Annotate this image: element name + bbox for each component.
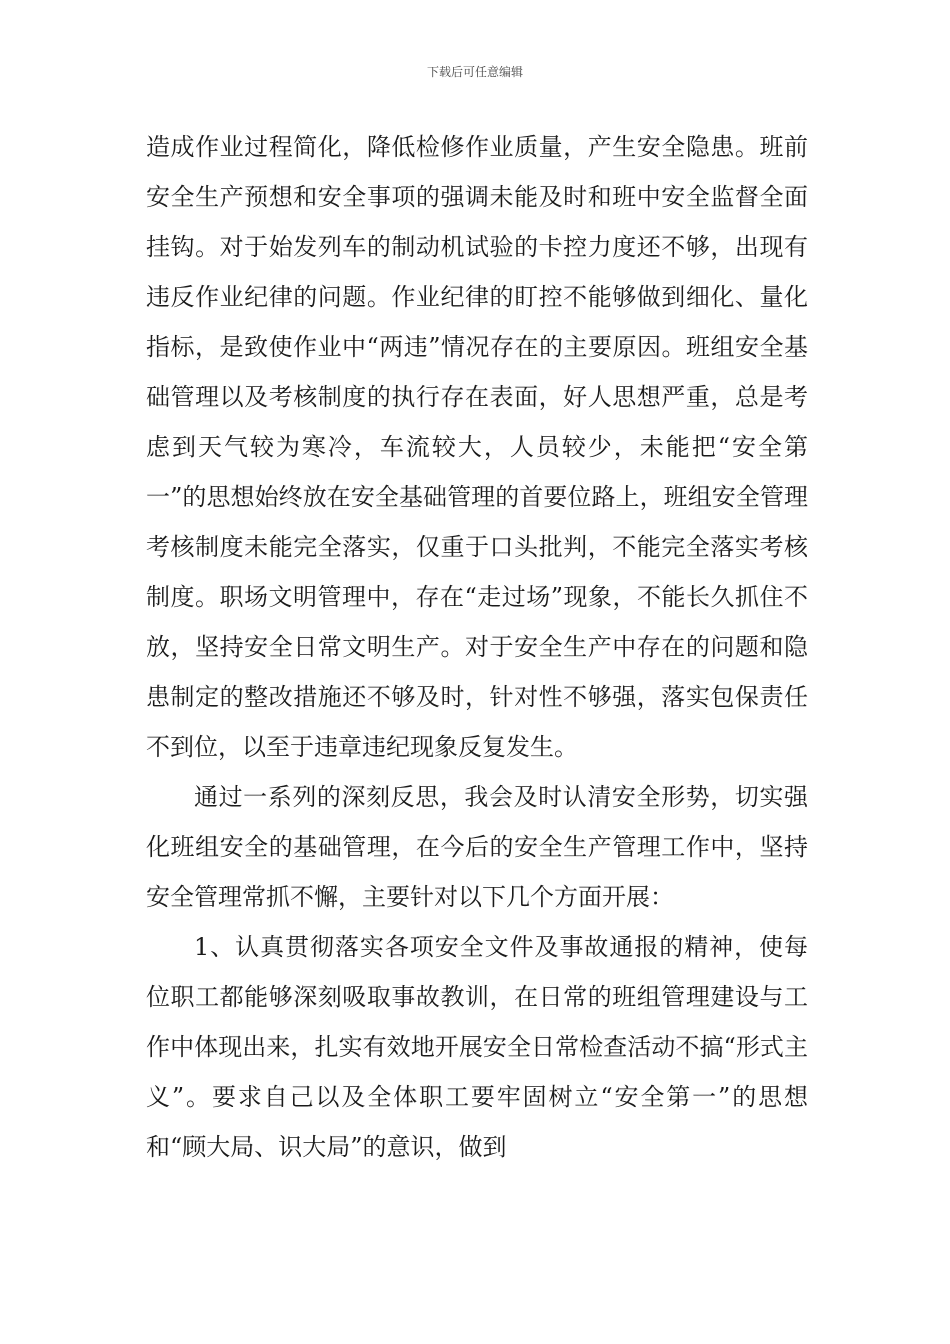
- paragraph-item-1: 1、认真贯彻落实各项安全文件及事故通报的精神，使每位职工都能够深刻吸取事故教训，在日常的班组管理建设与工作中体现出来，扎实有效地开展安全日常检查活动不搞“形式主义”。要求自己以及全体职工要牢固树立“安全第一”的思想和“顾大局、识大局”的意识，做到: [146, 933, 808, 1161]
- paragraph-continuation: 造成作业过程简化，降低检修作业质量，产生安全隐患。班前安全生产预想和安全事项的强调未能及时和班中安全监督全面挂钩。对于始发列车的制动机试验的卡控力度还不够，出现有违反作业纪律的问题。作业纪律的盯控不能够做到细化、量化指标，是致使作业中“两违”情况存在的主要原因。班组安全基础管理以及考核制度的执行存在表面，好人思想严重，总是考虑到天气较为寒冷，车流较大，人员较少，未能把“安全第一”的思想始终放在安全基础管理的首要位路上，班组安全管理考核制度未能完全落实，仅重于口头批判，不能完全落实考核制度。职场文明管理中，存在“走过场”现象，不能长久抓住不放，坚持安全日常文明生产。对于安全生产中存在的问题和隐患制定的整改措施还不够及时，针对性不够强，落实包保责任不到位，以至于违章违纪现象反复发生。: [146, 133, 808, 761]
- page-header-note: 下载后可任意编辑: [426, 65, 523, 79]
- document-body: [146, 122, 808, 1172]
- paragraph-reflection: 通过一系列的深刻反思，我会及时认清安全形势，切实强化班组安全的基础管理，在今后的安全生产管理工作中，坚持安全管理常抓不懈，主要针对以下几个方面开展：: [146, 783, 808, 911]
